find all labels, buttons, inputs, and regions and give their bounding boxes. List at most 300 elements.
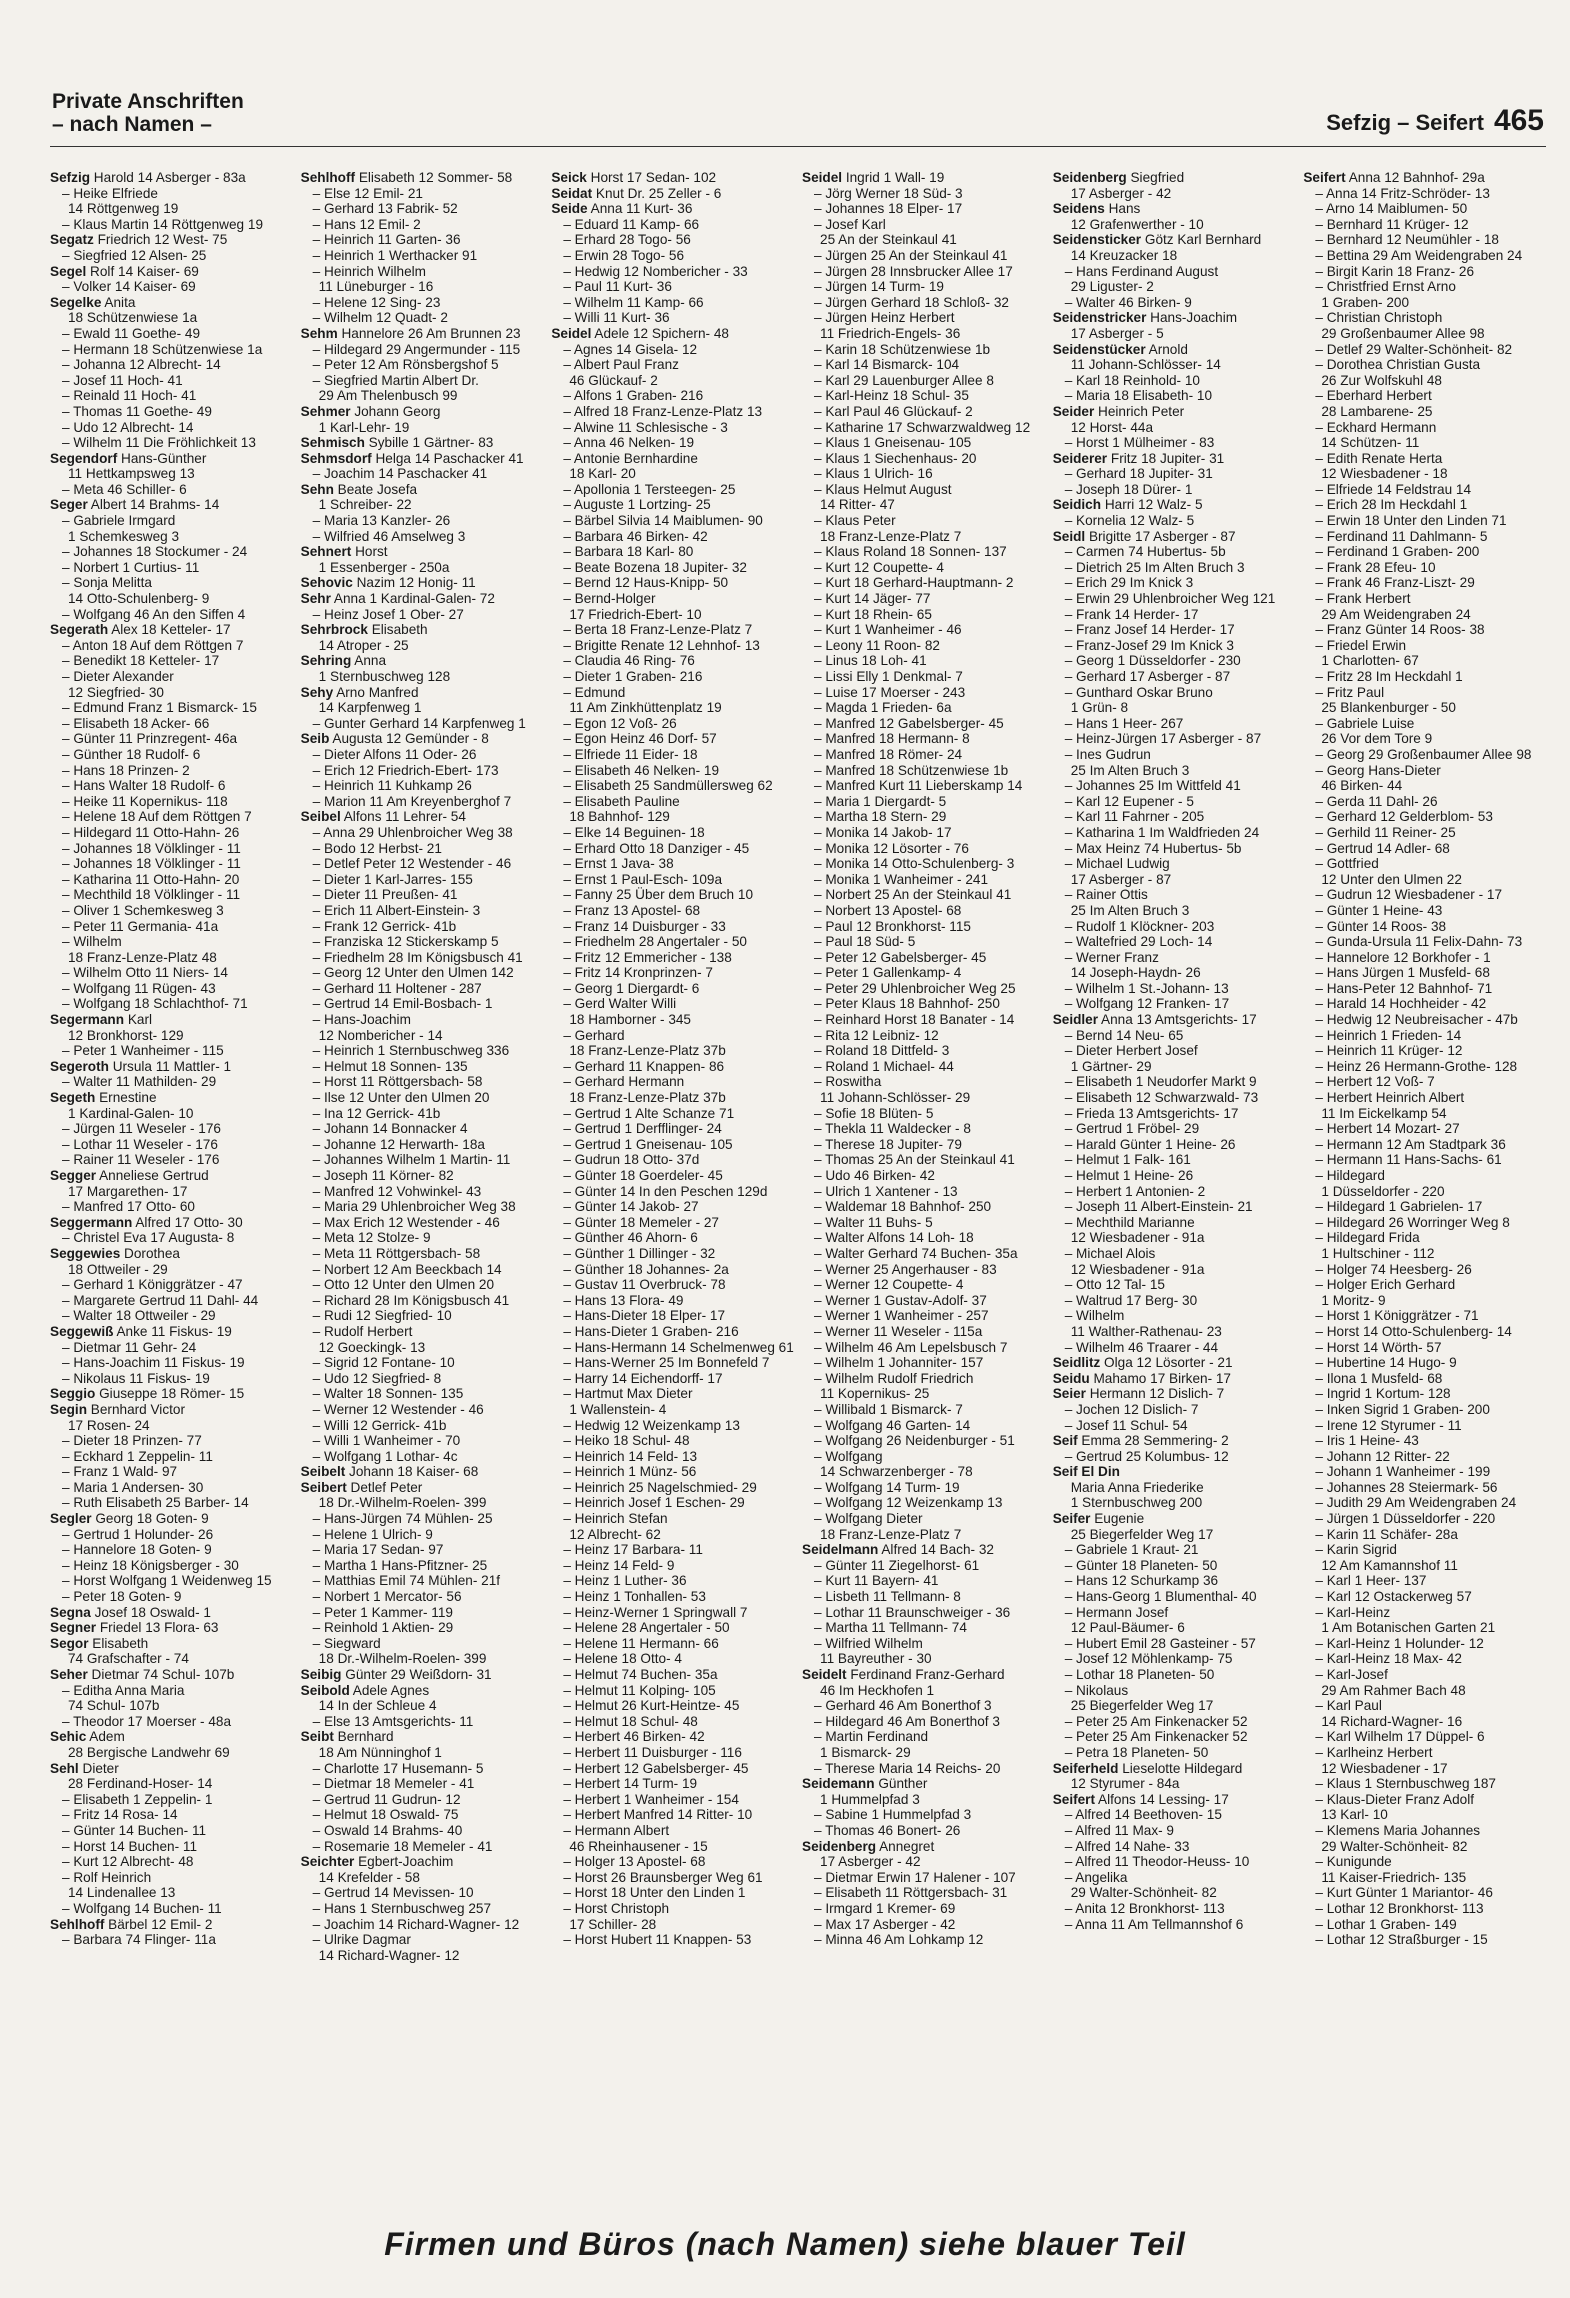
surname: Seibig bbox=[300, 1667, 342, 1682]
entry-detail: – Karl Paul bbox=[1315, 1698, 1382, 1714]
listing-subentry bbox=[802, 264, 1045, 280]
entry-detail: – Gabriele 1 Kraut- 21 bbox=[1064, 1542, 1199, 1558]
listing-column-2 bbox=[301, 170, 544, 2210]
entry-detail: – Maria 17 Sedan- 97 bbox=[312, 1542, 444, 1558]
entry-detail: – Johanne 12 Herwarth- 18a bbox=[312, 1136, 485, 1152]
listing-entry bbox=[1053, 1433, 1296, 1449]
entry-detail: – Klaus Peter bbox=[814, 513, 896, 529]
listing-subentry bbox=[301, 310, 544, 326]
entry-detail: – Werner 1 Wanheimer - 257 bbox=[814, 1308, 989, 1324]
entry-detail: – Helene 11 Hermann- 66 bbox=[563, 1635, 719, 1651]
entry-detail: – Maria 18 Elisabeth- 10 bbox=[1064, 388, 1213, 404]
entry-detail: 11 Bayreuther - 30 bbox=[820, 1651, 932, 1667]
entry-detail: – Wilhelm 46 Am Lepelsbusch 7 bbox=[814, 1339, 1008, 1355]
entry-detail: – Friedhelm 28 Angertaler - 50 bbox=[563, 934, 747, 950]
listing-subentry bbox=[301, 1371, 544, 1387]
listing-subentry bbox=[1303, 1090, 1546, 1106]
listing-subentry bbox=[301, 1714, 544, 1730]
entry-detail: – Lothar 12 Straßburger - 15 bbox=[1315, 1932, 1488, 1948]
surname: Sehrbrock bbox=[300, 622, 368, 638]
entry-detail: 29 Am Thelenbusch 99 bbox=[318, 388, 458, 404]
listing-address-line bbox=[301, 700, 544, 716]
entry-detail: 14 In der Schleue 4 bbox=[318, 1698, 437, 1714]
listing-subentry bbox=[1053, 1152, 1296, 1168]
entry-detail: – Werner 25 Angerhauser - 83 bbox=[814, 1261, 997, 1277]
listing-subentry bbox=[802, 1355, 1045, 1371]
entry-detail: Josef 18 Oswald- 1 bbox=[90, 1604, 211, 1620]
listing-subentry bbox=[1303, 1495, 1546, 1511]
listing-subentry bbox=[551, 1074, 794, 1090]
listing-address-line bbox=[301, 1028, 544, 1044]
listing-subentry bbox=[551, 622, 794, 638]
entry-detail: – Horst 18 Unter den Linden 1 bbox=[563, 1885, 746, 1901]
listing-subentry bbox=[1053, 1168, 1296, 1184]
listing-address-line bbox=[551, 700, 794, 716]
listing-subentry bbox=[50, 357, 293, 373]
listing-subentry bbox=[551, 264, 794, 280]
listing-subentry bbox=[1053, 1199, 1296, 1215]
entry-detail: – Hans 1 Heer- 267 bbox=[1064, 715, 1184, 731]
surname: Seidenberg bbox=[1052, 170, 1127, 185]
listing-subentry bbox=[50, 1043, 293, 1059]
entry-detail: – Siegward bbox=[312, 1635, 381, 1651]
entry-detail: – Günter 11 Ziegelhorst- 61 bbox=[814, 1557, 980, 1573]
listing-subentry bbox=[551, 1386, 794, 1402]
entry-detail: – Holger Erich Gerhard bbox=[1315, 1277, 1456, 1293]
entry-detail: 29 Walter-Schönheit- 82 bbox=[1321, 1838, 1468, 1854]
listing-address-line bbox=[50, 1698, 293, 1714]
entry-detail: – Lothar 12 Bronkhorst- 113 bbox=[1315, 1900, 1484, 1916]
listing-subentry bbox=[301, 1293, 544, 1309]
entry-detail: 1 Karl-Lehr- 19 bbox=[318, 419, 410, 435]
entry-detail: – Peter 1 Kammer- 119 bbox=[312, 1604, 453, 1620]
entry-detail: – Peter 12 Am Rönsbergshof 5 bbox=[312, 357, 499, 373]
entry-detail: 17 Asberger - 87 bbox=[1070, 871, 1172, 887]
entry-detail: – Helmut 74 Buchen- 35a bbox=[563, 1667, 718, 1682]
listing-address-line bbox=[1053, 1698, 1296, 1714]
entry-detail: 14 Schützen- 11 bbox=[1321, 435, 1420, 451]
entry-detail: – Apollonia 1 Tersteegen- 25 bbox=[563, 481, 736, 497]
entry-detail: – Karl 1 Heer- 137 bbox=[1315, 1573, 1427, 1589]
entry-detail: – Hans-Peter 12 Bahnhof- 71 bbox=[1315, 980, 1493, 996]
entry-detail: – Herbert 14 Turm- 19 bbox=[563, 1776, 698, 1792]
listing-address-line bbox=[50, 1418, 293, 1434]
entry-detail: – Jürgen 11 Weseler - 176 bbox=[62, 1121, 221, 1137]
entry-detail: – Lisbeth 11 Tellmann- 8 bbox=[814, 1589, 961, 1605]
entry-detail: – Heinrich 1 Sternbuschweg 336 bbox=[312, 1043, 510, 1059]
entry-detail: – Wilhelm 11 Die Fröhlichkeit 13 bbox=[62, 435, 256, 451]
entry-detail: – Irmgard 1 Kremer- 69 bbox=[814, 1900, 956, 1916]
entry-detail: Anna 1 Kardinal-Galen- 72 bbox=[330, 591, 495, 607]
entry-detail: Ferdinand Franz-Gerhard bbox=[846, 1667, 1005, 1682]
entry-detail: – Claudia 46 Ring- 76 bbox=[563, 653, 695, 669]
listing-entry bbox=[50, 1761, 293, 1777]
listing-subentry bbox=[802, 1932, 1045, 1948]
listing-subentry bbox=[551, 1667, 794, 1683]
entry-detail: Hermann 12 Dislich- 7 bbox=[1085, 1386, 1225, 1402]
entry-detail: Hans bbox=[1104, 201, 1141, 217]
listing-subentry bbox=[301, 1230, 544, 1246]
entry-detail: – Meta 12 Stolze- 9 bbox=[312, 1230, 431, 1246]
footer-note: Firmen und Büros (nach Namen) siehe blauer Teil bbox=[384, 2226, 1186, 2262]
entry-detail: – Heinrich Wilhelm bbox=[312, 263, 426, 279]
entry-detail: – Johannes 28 Steiermark- 56 bbox=[1315, 1479, 1498, 1495]
listing-subentry bbox=[50, 1199, 293, 1215]
listing-subentry bbox=[551, 950, 794, 966]
surname: Seggio bbox=[50, 1386, 96, 1402]
entry-detail: – Ernst 1 Java- 38 bbox=[563, 856, 674, 872]
listing-subentry bbox=[1303, 1651, 1546, 1667]
entry-detail: – Günther 1 Dillinger - 32 bbox=[563, 1245, 716, 1261]
listing-subentry bbox=[1303, 1464, 1546, 1480]
entry-detail: 1 Moritz- 9 bbox=[1321, 1292, 1386, 1308]
entry-detail: 18 Ottweiler - 29 bbox=[68, 1261, 168, 1277]
listing-subentry bbox=[301, 1527, 544, 1543]
listing-subentry bbox=[50, 919, 293, 935]
entry-detail: – Hermann Albert bbox=[563, 1822, 670, 1838]
surname: Seib bbox=[300, 731, 330, 747]
surname: Sehy bbox=[300, 684, 334, 700]
entry-detail: Heinrich Peter bbox=[1094, 403, 1185, 419]
listing-subentry bbox=[551, 1308, 794, 1324]
listing-subentry bbox=[802, 1262, 1045, 1278]
listing-subentry bbox=[301, 1511, 544, 1527]
entry-detail: 1 Graben- 200 bbox=[1321, 294, 1410, 310]
listing-subentry bbox=[1303, 1885, 1546, 1901]
listing-subentry bbox=[802, 1418, 1045, 1434]
listing-subentry bbox=[50, 872, 293, 888]
listing-subentry bbox=[301, 872, 544, 888]
listing-subentry bbox=[1303, 1402, 1546, 1418]
entry-detail: – Heinrich 11 Kuhkamp 26 bbox=[312, 778, 472, 794]
entry-detail: 25 Blankenburger - 50 bbox=[1321, 700, 1456, 716]
listing-address-line bbox=[1053, 1480, 1296, 1496]
entry-detail: – Peter 11 Germania- 41a bbox=[62, 918, 219, 934]
listing-address-line bbox=[1303, 435, 1546, 451]
listing-subentry bbox=[50, 1137, 293, 1153]
entry-detail: Olga 12 Lösorter - 21 bbox=[1100, 1355, 1233, 1371]
listing-subentry bbox=[1303, 1542, 1546, 1558]
entry-detail: Friedrich 12 West- 75 bbox=[93, 232, 228, 248]
entry-detail: – Dietmar 11 Gehr- 24 bbox=[62, 1339, 197, 1355]
entry-detail: Hans-Joachim bbox=[1146, 310, 1238, 326]
listing-subentry bbox=[50, 1714, 293, 1730]
listing-subentry bbox=[551, 1714, 794, 1730]
listing-entry bbox=[301, 435, 544, 451]
entry-detail: – Therese Maria 14 Reichs- 20 bbox=[814, 1760, 1001, 1776]
section-heading-line1: Private Anschriften bbox=[52, 90, 244, 113]
listing-subentry bbox=[301, 1277, 544, 1293]
entry-detail: – Gerhild 11 Reiner- 25 bbox=[1315, 824, 1456, 840]
surname: Seher bbox=[50, 1667, 88, 1682]
entry-detail: – Bodo 12 Herbst- 21 bbox=[312, 840, 442, 856]
listing-subentry bbox=[802, 373, 1045, 389]
listing-subentry bbox=[1303, 1527, 1546, 1543]
entry-detail: – Hubertine 14 Hugo- 9 bbox=[1315, 1355, 1457, 1371]
entry-detail: – Margarete Gertrud 11 Dahl- 44 bbox=[62, 1292, 259, 1308]
entry-detail: – Ilona 1 Musfeld- 68 bbox=[1315, 1370, 1443, 1386]
listing-subentry bbox=[551, 544, 794, 560]
entry-detail: – Hans 12 Schurkamp 36 bbox=[1064, 1573, 1219, 1589]
entry-detail: – Waltrud 17 Berg- 30 bbox=[1064, 1292, 1198, 1308]
entry-detail: – Ulrike Dagmar bbox=[312, 1932, 411, 1948]
listing-subentry bbox=[551, 903, 794, 919]
entry-detail: 46 Im Heckhofen 1 bbox=[820, 1682, 935, 1698]
entry-detail: – Sofie 18 Blüten- 5 bbox=[814, 1105, 934, 1121]
entry-detail: – Horst 26 Braunsberger Weg 61 bbox=[563, 1869, 763, 1885]
entry-detail: – Georg 12 Unter den Ulmen 142 bbox=[312, 965, 514, 981]
listing-subentry bbox=[301, 1386, 544, 1402]
listing-subentry bbox=[1303, 685, 1546, 701]
entry-detail: – Peter 29 Uhlenbroicher Weg 25 bbox=[814, 980, 1016, 996]
listing-address-line bbox=[802, 1745, 1045, 1761]
entry-detail: 28 Ferdinand-Hoser- 14 bbox=[68, 1776, 213, 1792]
listing-entry bbox=[1053, 1464, 1296, 1480]
listing-subentry bbox=[50, 1152, 293, 1168]
entry-detail: 12 Goeckingk- 13 bbox=[318, 1339, 426, 1355]
entry-detail: – Alfred 11 Theodor-Heuss- 10 bbox=[1064, 1854, 1250, 1870]
surname: Seger bbox=[50, 497, 88, 513]
entry-detail: 1 Bismarck- 29 bbox=[820, 1744, 911, 1760]
entry-detail: 14 Krefelder - 58 bbox=[318, 1869, 420, 1885]
entry-detail: – Günter 18 Memeler - 27 bbox=[563, 1214, 719, 1230]
entry-detail: – Gerhard 11 Knappen- 86 bbox=[563, 1058, 725, 1074]
entry-detail: – Karin Sigrid bbox=[1315, 1542, 1397, 1558]
listing-subentry bbox=[802, 1184, 1045, 1200]
listing-entry bbox=[301, 575, 544, 591]
listing-subentry bbox=[301, 466, 544, 482]
entry-detail: 14 Richard-Wagner- 16 bbox=[1321, 1713, 1463, 1729]
entry-detail: – Maria 1 Diergardt- 5 bbox=[814, 793, 947, 809]
entry-detail: – Bernhard 12 Neumühler - 18 bbox=[1315, 232, 1499, 248]
entry-detail: – Erwin 29 Uhlenbroicher Weg 121 bbox=[1064, 591, 1276, 607]
entry-detail: Horst 17 Sedan- 102 bbox=[586, 170, 717, 185]
entry-detail: – Josef 12 Möhlenkamp- 75 bbox=[1064, 1651, 1233, 1667]
listing-subentry bbox=[802, 1012, 1045, 1028]
entry-detail: 1 Am Botanischen Garten 21 bbox=[1321, 1620, 1496, 1636]
entry-detail: 14 Kreuzacker 18 bbox=[1070, 247, 1178, 263]
listing-subentry bbox=[50, 903, 293, 919]
entry-detail: – Michael Alois bbox=[1064, 1245, 1156, 1261]
entry-detail: – Michael Ludwig bbox=[1064, 856, 1170, 872]
entry-detail: – Georg Hans-Dieter bbox=[1315, 762, 1441, 778]
entry-detail: – Herbert 12 Gabelsberger- 45 bbox=[563, 1760, 749, 1776]
listing-subentry bbox=[50, 1932, 293, 1948]
entry-detail: – Holger 13 Apostel- 68 bbox=[563, 1854, 706, 1870]
listing-subentry bbox=[802, 1698, 1045, 1714]
listing-address-line bbox=[50, 591, 293, 607]
listing-subentry bbox=[1053, 1340, 1296, 1356]
surname: Seidel bbox=[551, 325, 592, 341]
entry-detail: – Hermann 18 Schützenwiese 1a bbox=[62, 341, 263, 357]
listing-subentry bbox=[1053, 1667, 1296, 1683]
listing-address-line bbox=[1053, 1324, 1296, 1340]
entry-detail: – Karlheinz Herbert bbox=[1315, 1744, 1433, 1760]
listing-subentry bbox=[802, 560, 1045, 576]
listing-subentry bbox=[1303, 856, 1546, 872]
listing-subentry bbox=[1053, 1028, 1296, 1044]
listing-entry bbox=[1053, 1511, 1296, 1527]
surname: Sehovic bbox=[300, 575, 353, 591]
entry-detail: 11 Kopernikus- 25 bbox=[820, 1386, 930, 1402]
entry-detail: – Waltefried 29 Loch- 14 bbox=[1064, 934, 1213, 950]
listing-entry bbox=[1053, 342, 1296, 358]
entry-detail: – Elisabeth Pauline bbox=[563, 793, 680, 809]
listing-subentry bbox=[1303, 201, 1546, 217]
listing-subentry bbox=[301, 1620, 544, 1636]
entry-detail: 12 Styrumer - 84a bbox=[1070, 1776, 1180, 1792]
listing-subentry bbox=[551, 435, 794, 451]
surname: Seifert bbox=[1052, 1791, 1095, 1807]
entry-detail: – Wilhelm Rudolf Friedrich bbox=[814, 1370, 974, 1386]
listing-subentry bbox=[802, 1807, 1045, 1823]
entry-detail: 17 Asberger - 42 bbox=[820, 1854, 921, 1870]
entry-detail: – Helmut 26 Kurt-Heintze- 45 bbox=[563, 1698, 740, 1714]
entry-detail: 14 Lindenallee 13 bbox=[68, 1885, 176, 1901]
listing-subentry bbox=[301, 1012, 544, 1028]
listing-subentry bbox=[802, 1308, 1045, 1324]
listing-address-line bbox=[802, 1792, 1045, 1808]
listing-entry bbox=[551, 326, 794, 342]
listing-subentry bbox=[1303, 1355, 1546, 1371]
listing-address-line bbox=[1303, 731, 1546, 747]
listing-subentry bbox=[551, 1901, 794, 1917]
entry-detail: – Karl 18 Reinhold- 10 bbox=[1064, 372, 1200, 388]
listing-subentry bbox=[1053, 373, 1296, 389]
entry-detail: – Klaus Helmut August bbox=[814, 481, 952, 497]
entry-detail: Horst bbox=[351, 544, 388, 560]
listing-entry bbox=[301, 451, 544, 467]
entry-detail: Günter 29 Weißdorn- 31 bbox=[341, 1667, 492, 1682]
entry-detail: – Erwin 28 Togo- 56 bbox=[563, 247, 685, 263]
listing-subentry bbox=[551, 420, 794, 436]
entry-detail: Johann Georg bbox=[350, 403, 441, 419]
listing-address-line bbox=[1053, 1262, 1296, 1278]
entry-detail: – Mechthild 18 Völklinger - 11 bbox=[62, 887, 241, 903]
listing-address-line bbox=[1053, 420, 1296, 436]
entry-detail: – Charlotte 17 Husemann- 5 bbox=[312, 1760, 484, 1776]
listing-subentry bbox=[551, 1495, 794, 1511]
entry-detail: – Wolfgang 11 Rügen- 43 bbox=[62, 980, 216, 996]
listing-subentry bbox=[802, 841, 1045, 857]
surname: Seichter bbox=[300, 1854, 355, 1870]
listing-subentry bbox=[802, 747, 1045, 763]
listing-entry bbox=[301, 685, 544, 701]
listing-subentry bbox=[50, 1355, 293, 1371]
listing-address-line bbox=[50, 1184, 293, 1200]
listing-subentry bbox=[551, 825, 794, 841]
entry-detail: – Barbara 74 Flinger- 11a bbox=[62, 1932, 216, 1948]
entry-detail: 14 Richard-Wagner- 12 bbox=[318, 1947, 460, 1963]
entry-detail: – Frank 46 Franz-Liszt- 29 bbox=[1315, 575, 1475, 591]
listing-subentry bbox=[1303, 716, 1546, 732]
surname: Sehlhoff bbox=[300, 170, 356, 185]
listing-address-line bbox=[1303, 1683, 1546, 1699]
listing-subentry bbox=[802, 1714, 1045, 1730]
entry-detail: – Monika 1 Wanheimer - 241 bbox=[814, 871, 989, 887]
entry-detail: – Franz Josef 14 Herder- 17 bbox=[1064, 622, 1235, 638]
listing-entry bbox=[50, 1386, 293, 1402]
entry-detail: – Hans Jürgen 1 Musfeld- 68 bbox=[1315, 965, 1490, 981]
listing-subentry bbox=[551, 1277, 794, 1293]
surname: Seggewies bbox=[50, 1245, 121, 1261]
listing-subentry bbox=[50, 1074, 293, 1090]
entry-detail: – Frank 14 Herder- 17 bbox=[1064, 606, 1199, 622]
entry-detail: – Therese 18 Jupiter- 79 bbox=[814, 1136, 962, 1152]
listing-address-line bbox=[1053, 357, 1296, 373]
listing-subentry bbox=[1053, 435, 1296, 451]
listing-entry bbox=[1053, 1792, 1296, 1808]
entry-detail: Arno Manfred bbox=[333, 684, 419, 700]
entry-detail: – Klaus-Dieter Franz Adolf bbox=[1315, 1791, 1475, 1807]
entry-detail: Augusta 12 Gemünder - 8 bbox=[329, 731, 489, 747]
listing-subentry bbox=[802, 420, 1045, 436]
listing-subentry bbox=[1303, 1168, 1546, 1184]
listing-subentry bbox=[802, 1277, 1045, 1293]
entry-detail: 17 Asberger - 5 bbox=[1070, 325, 1164, 341]
listing-subentry bbox=[301, 1839, 544, 1855]
entry-detail: – Hans-Joachim bbox=[312, 1012, 411, 1028]
entry-detail: – Manfred Kurt 11 Lieberskamp 14 bbox=[814, 778, 1023, 794]
entry-detail: – Willi 1 Wanheimer - 70 bbox=[312, 1433, 461, 1449]
entry-detail: – Franz 13 Apostel- 68 bbox=[563, 902, 701, 918]
entry-detail: – Lothar 11 Braunschweiger - 36 bbox=[814, 1604, 1011, 1620]
entry-detail: – Heinz 1 Luther- 36 bbox=[563, 1573, 687, 1589]
listing-subentry bbox=[301, 1885, 544, 1901]
listing-address-line bbox=[301, 1495, 544, 1511]
listing-subentry bbox=[802, 1620, 1045, 1636]
listing-subentry bbox=[551, 575, 794, 591]
listing-subentry bbox=[50, 342, 293, 358]
surname: Segelke bbox=[50, 294, 102, 310]
entry-detail: – Helmut 18 Oswald- 75 bbox=[312, 1807, 459, 1823]
listing-entry bbox=[301, 591, 544, 607]
listing-address-line bbox=[1053, 186, 1296, 202]
entry-detail: 1 Hultschiner - 112 bbox=[1321, 1245, 1435, 1261]
listing-subentry bbox=[1053, 1277, 1296, 1293]
listing-entry bbox=[301, 653, 544, 669]
entry-detail: – Paul 11 Kurt- 36 bbox=[563, 279, 672, 295]
entry-detail: – Helene 18 Auf dem Röttgen 7 bbox=[62, 809, 252, 825]
entry-detail: – Angelika bbox=[1064, 1869, 1128, 1885]
listing-subentry bbox=[1303, 1480, 1546, 1496]
surname: Seibold bbox=[300, 1682, 350, 1698]
entry-detail: Giuseppe 18 Römer- 15 bbox=[95, 1386, 245, 1402]
entry-detail: – Linus 18 Loh- 41 bbox=[814, 653, 927, 669]
listing-subentry bbox=[551, 1683, 794, 1699]
listing-subentry bbox=[1053, 482, 1296, 498]
listing-subentry bbox=[1053, 856, 1296, 872]
listing-address-line bbox=[1303, 326, 1546, 342]
entry-detail: – Bernd 14 Neu- 65 bbox=[1064, 1027, 1184, 1043]
listing-subentry bbox=[1303, 264, 1546, 280]
entry-detail: – Dorothea Christian Gusta bbox=[1315, 357, 1481, 373]
listing-subentry bbox=[1303, 809, 1546, 825]
entry-detail: 18 Bahnhof- 129 bbox=[569, 809, 670, 825]
entry-detail: Adele 12 Spichern- 48 bbox=[591, 325, 729, 341]
entry-detail: – Roland 1 Michael- 44 bbox=[814, 1058, 954, 1074]
listing-subentry bbox=[1053, 1542, 1296, 1558]
listing-column-1 bbox=[50, 170, 293, 2210]
listing-subentry bbox=[1053, 809, 1296, 825]
entry-detail: 25 An der Steinkaul 41 bbox=[820, 232, 957, 248]
entry-detail: 14 Atroper - 25 bbox=[318, 637, 409, 653]
entry-detail: Anita bbox=[101, 294, 136, 310]
listing-subentry bbox=[1053, 1246, 1296, 1262]
listing-subentry bbox=[802, 1433, 1045, 1449]
entry-detail: – Manfred 18 Römer- 24 bbox=[814, 746, 963, 762]
listing-subentry bbox=[551, 404, 794, 420]
